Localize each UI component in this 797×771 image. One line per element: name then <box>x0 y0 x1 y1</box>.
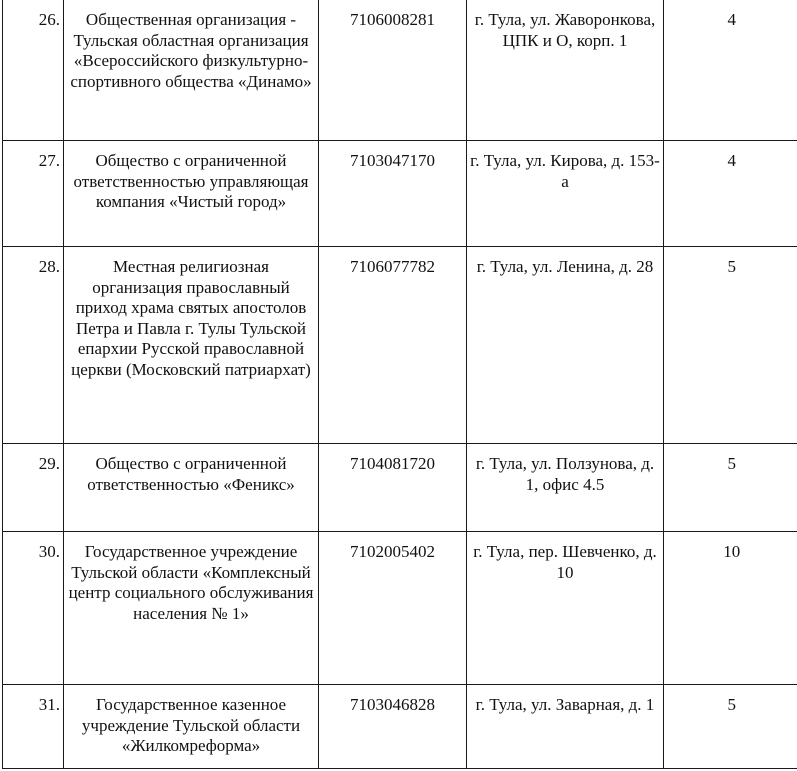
address-value: г. Тула, ул. Ленина, д. 28 <box>467 247 664 444</box>
inn-value: 7106077782 <box>319 247 467 444</box>
organization-name: Государственное казенное учреждение Тульской области «Жилкомреформа» <box>64 685 319 769</box>
organization-name: Государственное учреждение Тульской области «Комплексный центр социального обслуживания населения № 1» <box>64 532 319 685</box>
quantity-value: 5 <box>664 444 797 532</box>
address-value: г. Тула, ул. Кирова, д. 153-а <box>467 141 664 247</box>
address-value: г. Тула, ул. Заварная, д. 1 <box>467 685 664 769</box>
table-row <box>3 685 797 769</box>
address-value: г. Тула, ул. Ползунова, д. 1, офис 4.5 <box>467 444 664 532</box>
address-value: г. Тула, ул. Жаворонкова, ЦПК и О, корп. 1 <box>467 0 664 141</box>
address-value: г. Тула, пер. Шевченко, д. 10 <box>467 532 664 685</box>
quantity-value: 4 <box>664 0 797 141</box>
organization-name: Общество с ограниченной ответственностью управляющая компания «Чистый город» <box>64 141 319 247</box>
table-row <box>3 0 797 141</box>
table-row <box>3 141 797 247</box>
row-number: 31. <box>3 685 64 769</box>
organizations-table <box>2 0 797 769</box>
organization-name: Местная религиозная организация православный приход храма святых апостолов Петра и Павла г. Тулы Тульской епархии Русской православной церкви (Московский патриархат) <box>64 247 319 444</box>
inn-value: 7106008281 <box>319 0 467 141</box>
quantity-value: 5 <box>664 685 797 769</box>
row-number: 27. <box>3 141 64 247</box>
inn-value: 7104081720 <box>319 444 467 532</box>
organization-name: Общественная организация - Тульская областная организация «Всероссийского физкультурно-спортивного общества «Динамо» <box>64 0 319 141</box>
table-row <box>3 444 797 532</box>
inn-value: 7102005402 <box>319 532 467 685</box>
quantity-value: 4 <box>664 141 797 247</box>
row-number: 30. <box>3 532 64 685</box>
inn-value: 7103047170 <box>319 141 467 247</box>
row-number: 28. <box>3 247 64 444</box>
organization-name: Общество с ограниченной ответственностью «Феникс» <box>64 444 319 532</box>
quantity-value: 10 <box>664 532 797 685</box>
table-row <box>3 247 797 444</box>
row-number: 26. <box>3 0 64 141</box>
row-number: 29. <box>3 444 64 532</box>
inn-value: 7103046828 <box>319 685 467 769</box>
table-row <box>3 532 797 685</box>
quantity-value: 5 <box>664 247 797 444</box>
